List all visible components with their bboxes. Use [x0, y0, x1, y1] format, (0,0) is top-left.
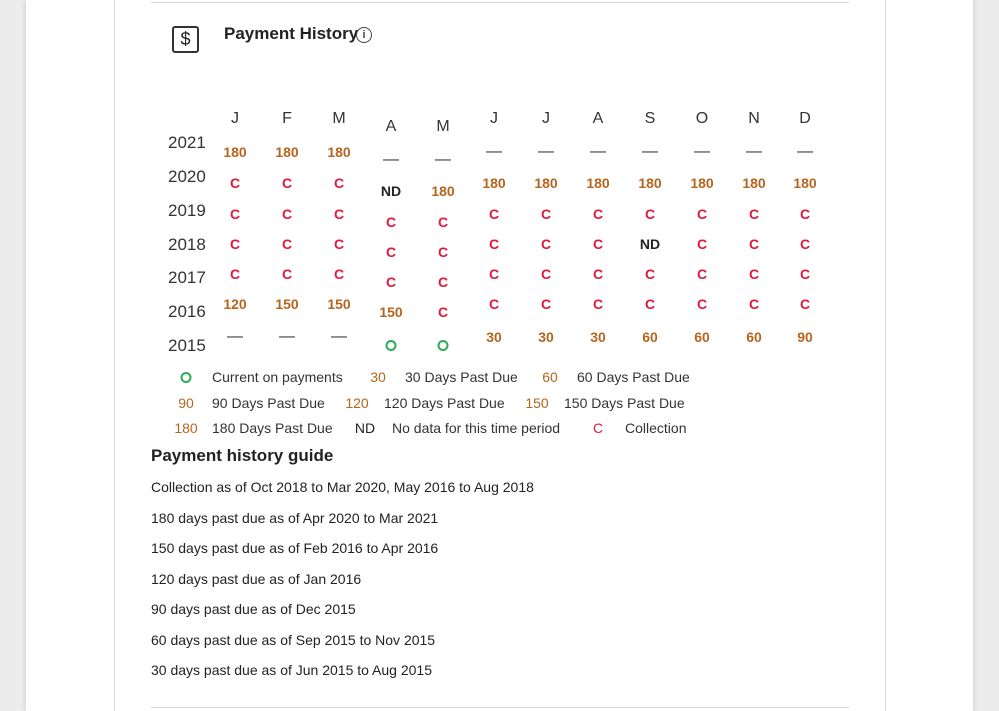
legend-label: 180 Days Past Due	[212, 420, 333, 436]
legend-symbol: 150	[525, 395, 549, 411]
grid-cell: 180	[638, 175, 662, 191]
grid-cell: C	[540, 296, 552, 312]
grid-cell: C	[540, 236, 552, 252]
grid-cell: C	[385, 274, 397, 290]
grid-cell: C	[437, 214, 449, 230]
grid-cell: 180	[327, 144, 351, 160]
dollar-glyph: $	[180, 29, 191, 49]
grid-cell: C	[333, 236, 345, 252]
grid-cell: 30	[486, 329, 502, 345]
grid-cell: 150	[327, 296, 351, 312]
legend-label: 150 Days Past Due	[564, 395, 685, 411]
grid-cell: C	[281, 236, 293, 252]
grid-cell: C	[748, 266, 760, 282]
grid-cell	[438, 338, 449, 354]
guide-line: Collection as of Oct 2018 to Mar 2020, May 2016 to Aug 2018	[151, 479, 534, 495]
month-label: M	[436, 118, 450, 135]
guide-line: 60 days past due as of Sep 2015 to Nov 2015	[151, 631, 436, 648]
grid-cell: C	[229, 236, 241, 252]
grid-cell: 180	[223, 144, 247, 160]
grid-cell: C	[488, 266, 500, 282]
grid-cell: C	[644, 266, 656, 282]
grid-cell: C	[437, 244, 449, 260]
legend-symbol: 90	[178, 395, 194, 411]
year-label: 2016	[168, 302, 206, 321]
grid-cell: C	[592, 266, 604, 282]
grid-cell: 150	[275, 296, 299, 312]
grid-cell: —	[746, 143, 762, 160]
month-label: M	[332, 110, 346, 127]
grid-cell: C	[385, 244, 397, 260]
grid-cell: C	[592, 206, 604, 222]
grid-cell: C	[696, 206, 708, 222]
grid-cell: 90	[797, 329, 813, 345]
legend-symbol: 60	[542, 369, 558, 385]
month-label: O	[695, 110, 709, 127]
dollar-icon	[172, 26, 199, 53]
month-label: N	[748, 110, 760, 127]
month-label: J	[490, 110, 498, 127]
grid-cell: —	[590, 143, 606, 160]
grid-cell: C	[592, 296, 604, 312]
guide-line: 90 days past due as of Dec 2015	[151, 601, 356, 617]
grid-cell: 180	[431, 183, 455, 199]
legend-label: 120 Days Past Due	[384, 395, 505, 411]
grid-cell: C	[281, 266, 293, 282]
grid-cell: C	[748, 206, 760, 222]
info-glyph: i	[362, 29, 366, 41]
grid-cell: 180	[742, 175, 766, 191]
grid-cell: C	[333, 175, 345, 191]
month-label: J	[231, 110, 239, 127]
month-label: F	[282, 110, 292, 127]
grid-cell: 180	[534, 175, 558, 191]
grid-cell: 30	[538, 329, 554, 345]
legend-label: No data for this time period	[392, 420, 561, 436]
grid-cell: 180	[586, 175, 610, 191]
year-label: 2017	[168, 268, 206, 287]
grid-cell: 180	[275, 144, 299, 160]
grid-cell: C	[437, 304, 449, 320]
month-label: S	[644, 110, 656, 127]
grid-cell: 180	[793, 175, 817, 191]
grid-cell: —	[331, 328, 347, 345]
month-label: A	[592, 110, 604, 127]
grid-cell: C	[799, 236, 811, 252]
grid-cell: C	[488, 236, 500, 252]
info-icon[interactable]	[356, 27, 372, 43]
month-label: A	[385, 118, 397, 135]
current-circle-icon	[181, 372, 192, 383]
grid-cell: ND	[639, 236, 661, 252]
year-label: 2020	[168, 167, 206, 186]
guide-line: 180 days past due as of Apr 2020 to Mar 2021	[151, 509, 439, 526]
grid-cell: C	[229, 175, 241, 191]
grid-cell: C	[333, 266, 345, 282]
grid-cell: C	[592, 236, 604, 252]
year-label: 2018	[168, 235, 206, 254]
month-label: D	[799, 110, 811, 127]
grid-cell: C	[799, 206, 811, 222]
bottom-divider	[151, 707, 849, 708]
year-label: 2021	[168, 133, 206, 152]
grid-cell: 180	[690, 175, 714, 191]
current-circle-icon	[386, 340, 397, 351]
grid-cell: C	[799, 266, 811, 282]
legend-label: Current on payments	[212, 369, 343, 385]
month-label: J	[542, 110, 550, 127]
grid-cell: C	[229, 206, 241, 222]
grid-cell: C	[696, 236, 708, 252]
legend-symbol: C	[592, 420, 604, 436]
grid-cell: C	[540, 266, 552, 282]
grid-cell: —	[227, 328, 243, 345]
grid-cell: —	[538, 143, 554, 160]
grid-cell: —	[694, 143, 710, 160]
guide-line: 30 days past due as of Jun 2015 to Aug 2015	[151, 662, 432, 678]
guide-title: Payment history guide	[151, 446, 334, 465]
grid-cell: 60	[746, 329, 762, 345]
grid-cell: —	[642, 143, 658, 160]
legend-label: 30 Days Past Due	[405, 369, 518, 385]
grid-cell: C	[748, 296, 760, 312]
year-label: 2019	[168, 201, 206, 220]
grid-cell: C	[748, 236, 760, 252]
grid-cell	[386, 338, 397, 354]
grid-cell: C	[281, 206, 293, 222]
grid-cell: 60	[694, 329, 710, 345]
grid-cell: C	[696, 296, 708, 312]
grid-cell: —	[486, 143, 502, 160]
current-circle-icon	[438, 340, 449, 351]
grid-cell: —	[383, 151, 399, 168]
grid-cell: C	[488, 296, 500, 312]
guide-line: 150 days past due as of Feb 2016 to Apr 2016	[151, 540, 439, 556]
grid-cell: C	[488, 206, 500, 222]
legend-label: Collection	[625, 420, 687, 436]
grid-cell: C	[540, 206, 552, 222]
legend-label: 90 Days Past Due	[212, 395, 325, 411]
grid-cell: —	[279, 328, 295, 345]
grid-cell: C	[437, 274, 449, 290]
grid-cell: C	[333, 206, 345, 222]
grid-cell: C	[385, 214, 397, 230]
grid-cell: 30	[590, 329, 606, 345]
grid-cell: C	[696, 266, 708, 282]
legend-symbol: 120	[345, 395, 369, 411]
grid-cell: C	[281, 175, 293, 191]
legend-symbol: ND	[354, 420, 376, 436]
top-divider	[151, 2, 849, 3]
grid-cell: —	[435, 151, 451, 168]
year-label: 2015	[168, 336, 206, 355]
legend-symbol: 180	[174, 420, 198, 436]
section-title: Payment History	[224, 24, 359, 43]
grid-cell: 150	[379, 304, 403, 320]
grid-cell: 120	[223, 296, 247, 312]
guide-line: 120 days past due as of Jan 2016	[151, 570, 362, 587]
grid-cell: —	[797, 143, 813, 160]
grid-cell: ND	[380, 183, 402, 199]
legend-symbol	[181, 370, 192, 386]
legend-label: 60 Days Past Due	[577, 369, 690, 385]
grid-cell: C	[799, 296, 811, 312]
legend-symbol: 30	[370, 369, 386, 385]
grid-cell: C	[644, 296, 656, 312]
grid-cell: 180	[482, 175, 506, 191]
grid-cell: 60	[642, 329, 658, 345]
grid-cell: C	[229, 266, 241, 282]
grid-cell: C	[644, 206, 656, 222]
